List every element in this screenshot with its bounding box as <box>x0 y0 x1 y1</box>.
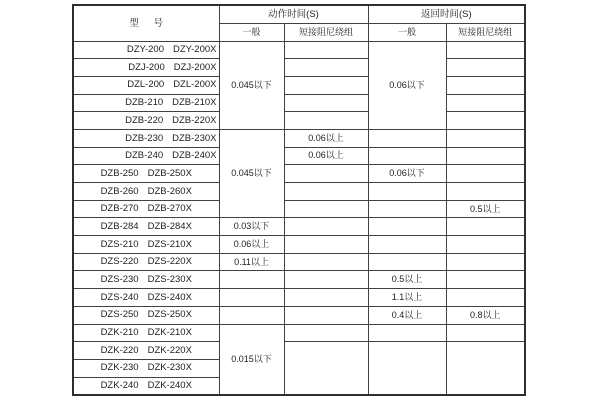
model-primary: DZK-240 <box>100 379 139 391</box>
model-cell <box>73 165 219 183</box>
model-cell <box>73 377 219 395</box>
table-row <box>73 41 525 59</box>
return-damping-cell <box>446 41 525 59</box>
table-row <box>73 324 525 342</box>
model-primary: DZL-200 <box>127 79 165 91</box>
model-cell <box>73 112 219 130</box>
action-damping-cell: 0.06以上 <box>284 129 368 147</box>
return-damping-cell <box>446 218 525 236</box>
table-header <box>73 5 525 41</box>
model-cell <box>73 306 219 324</box>
action-damping-cell <box>284 324 368 342</box>
return-general-cell: 0.06以下 <box>368 165 446 183</box>
model-variant: DZL-200X <box>173 79 217 91</box>
action-general-cell: 0.045以下 <box>219 41 284 129</box>
model-cell <box>73 200 219 218</box>
return-general-cell: 0.4以上 <box>368 306 446 324</box>
model-primary: DZB-210 <box>125 97 164 109</box>
model-primary: DZJ-200 <box>128 61 165 73</box>
return-damping-cell <box>446 112 525 130</box>
model-primary: DZK-220 <box>100 344 139 356</box>
action-damping-cell <box>284 236 368 254</box>
header-return-general: 一般 <box>368 23 446 41</box>
action-damping-cell <box>284 94 368 112</box>
return-general-cell <box>368 324 446 342</box>
return-damping-cell <box>446 147 525 165</box>
model-cell <box>73 59 219 77</box>
action-damping-cell <box>284 59 368 77</box>
return-damping-cell <box>446 236 525 254</box>
return-damping-cell <box>446 289 525 307</box>
model-primary: DZY-200 <box>126 44 165 56</box>
model-cell <box>73 342 219 360</box>
model-variant: DZB-230X <box>172 132 217 144</box>
header-action-general: 一般 <box>219 23 284 41</box>
table-row <box>73 76 525 94</box>
model-primary: DZB-250 <box>100 167 139 179</box>
action-damping-cell <box>284 200 368 218</box>
return-damping-cell <box>446 76 525 94</box>
model-variant: DZS-220X <box>147 256 192 268</box>
model-variant: DZS-250X <box>147 309 192 321</box>
action-damping-cell <box>284 218 368 236</box>
model-cell <box>73 183 219 201</box>
model-variant: DZB-250X <box>147 167 192 179</box>
action-general-cell: 0.06以上 <box>219 236 284 254</box>
table-row <box>73 129 525 147</box>
model-primary: DZB-270 <box>100 203 139 215</box>
action-damping-cell <box>284 253 368 271</box>
table-row <box>73 165 525 183</box>
action-damping-cell <box>284 112 368 130</box>
model-variant: DZK-230X <box>147 362 192 374</box>
relay-timing-table <box>72 4 526 396</box>
return-damping-cell <box>446 129 525 147</box>
action-general-cell <box>219 306 284 324</box>
model-cell <box>73 41 219 59</box>
model-variant: DZS-230X <box>147 274 192 286</box>
model-variant: DZB-220X <box>172 114 217 126</box>
return-damping-cell <box>446 94 525 112</box>
model-cell <box>73 94 219 112</box>
model-variant: DZJ-200X <box>173 61 217 73</box>
model-variant: DZB-210X <box>172 97 217 109</box>
return-general-cell <box>368 129 446 147</box>
table-row <box>73 253 525 271</box>
table-row <box>73 59 525 77</box>
return-general-cell: 1.1以上 <box>368 289 446 307</box>
return-damping-cell <box>446 183 525 201</box>
model-primary: DZK-230 <box>100 362 139 374</box>
action-general-cell: 0.045以下 <box>219 129 284 217</box>
table-row <box>73 306 525 324</box>
model-primary: DZS-250 <box>100 309 139 321</box>
model-cell <box>73 147 219 165</box>
return-general-cell <box>368 218 446 236</box>
model-variant: DZB-270X <box>147 203 192 215</box>
action-general-cell <box>219 289 284 307</box>
model-variant: DZB-260X <box>147 185 192 197</box>
action-damping-cell <box>284 76 368 94</box>
model-variant: DZK-220X <box>147 344 192 356</box>
return-general-cell <box>368 183 446 201</box>
table-row <box>73 289 525 307</box>
model-variant: DZB-284X <box>147 220 192 232</box>
table-row <box>73 342 525 360</box>
table-row <box>73 271 525 289</box>
action-damping-cell <box>284 342 368 395</box>
table-row <box>73 94 525 112</box>
model-cell <box>73 289 219 307</box>
return-damping-cell <box>446 165 525 183</box>
model-primary: DZB-260 <box>100 185 139 197</box>
return-damping-cell <box>446 59 525 77</box>
model-cell <box>73 236 219 254</box>
return-general-cell: 0.06以下 <box>368 41 446 129</box>
model-variant: DZS-210X <box>147 238 192 250</box>
model-cell <box>73 129 219 147</box>
action-damping-cell <box>284 165 368 183</box>
return-general-cell <box>368 147 446 165</box>
action-damping-cell <box>284 306 368 324</box>
header-action-damping: 短接阻尼绕组 <box>284 23 368 41</box>
model-variant: DZK-210X <box>147 327 192 339</box>
model-variant: DZK-240X <box>147 379 192 391</box>
model-cell <box>73 218 219 236</box>
return-damping-cell <box>446 324 525 342</box>
model-cell <box>73 271 219 289</box>
table-row <box>73 218 525 236</box>
action-general-cell <box>219 271 284 289</box>
return-damping-cell: 0.5以上 <box>446 200 525 218</box>
model-cell <box>73 253 219 271</box>
model-cell <box>73 324 219 342</box>
model-cell <box>73 359 219 377</box>
model-cell <box>73 76 219 94</box>
model-primary: DZB-240 <box>125 150 164 162</box>
model-primary: DZK-210 <box>100 327 139 339</box>
header-return-damping: 短接阻尼绕组 <box>446 23 525 41</box>
return-general-cell: 0.5以上 <box>368 271 446 289</box>
return-general-cell <box>368 253 446 271</box>
model-variant: DZS-240X <box>147 291 192 303</box>
model-primary: DZS-210 <box>100 238 139 250</box>
action-general-cell: 0.11以上 <box>219 253 284 271</box>
model-variant: DZB-240X <box>172 150 217 162</box>
model-variant: DZY-200X <box>173 44 217 56</box>
model-primary: DZB-230 <box>125 132 164 144</box>
model-primary: DZS-240 <box>100 291 139 303</box>
header-return-time: 返回时间(S) <box>368 5 525 23</box>
return-damping-cell <box>446 271 525 289</box>
header-action-time: 动作时间(S) <box>219 5 368 23</box>
model-primary: DZB-284 <box>100 220 139 232</box>
return-general-cell <box>368 342 446 395</box>
model-primary: DZS-220 <box>100 256 139 268</box>
return-damping-cell <box>446 342 525 395</box>
table-row <box>73 183 525 201</box>
action-general-cell: 0.03以下 <box>219 218 284 236</box>
model-primary: DZS-230 <box>100 274 139 286</box>
header-model: 型 号 <box>73 5 219 41</box>
return-general-cell <box>368 200 446 218</box>
return-damping-cell: 0.8以上 <box>446 306 525 324</box>
action-damping-cell <box>284 271 368 289</box>
action-damping-cell <box>284 289 368 307</box>
action-damping-cell: 0.06以上 <box>284 147 368 165</box>
action-damping-cell <box>284 183 368 201</box>
table-row <box>73 236 525 254</box>
action-damping-cell <box>284 41 368 59</box>
table-row <box>73 112 525 130</box>
table-row <box>73 147 525 165</box>
action-general-cell: 0.015以下 <box>219 324 284 395</box>
table-row <box>73 200 525 218</box>
return-damping-cell <box>446 253 525 271</box>
model-primary: DZB-220 <box>125 114 164 126</box>
return-general-cell <box>368 236 446 254</box>
